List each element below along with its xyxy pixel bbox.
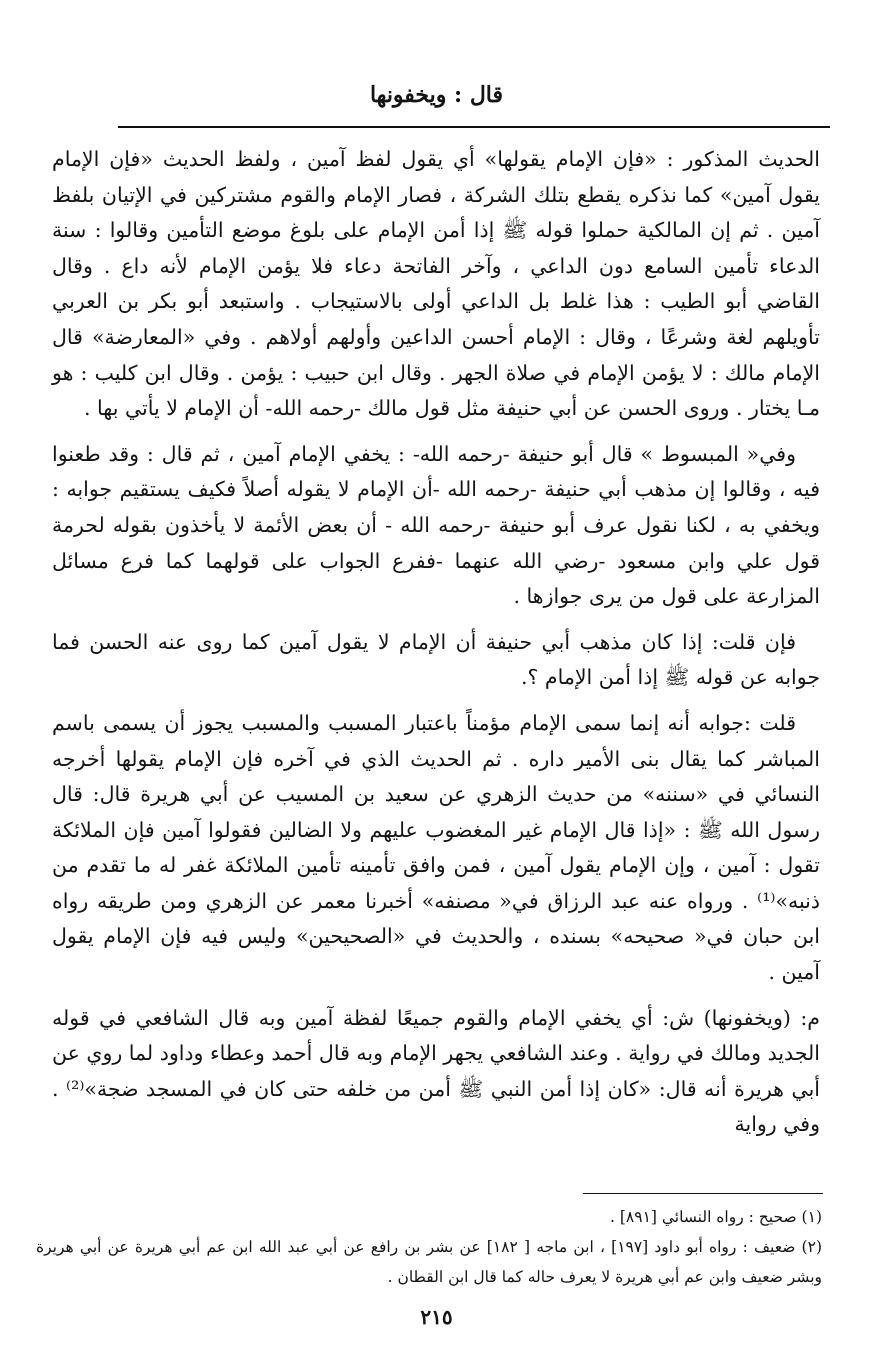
main-text — [52, 142, 820, 1143]
header-rule — [118, 126, 830, 128]
paragraph-1: الحديث المذكور : «فإن الإمام يقولها» أي يقول لفظ آمين ، ولفظ الحديث «فإن الإمام يقول آمين» كما نذكره يقطع بتلك الشركة ، فصار الإمام والقوم مشتركين في الإتيان بلفظ آمين . ثم إن المالكية حملوا قوله ﷺ إذا أمن الإمام على بلوغ موضع التأمين وقالوا : سنة الدعاء تأمين السامع دون الداعي ، وآخر الفاتحة دعاء فلا يؤمن الإمام لأنه داع . وقال القاضي أبو الطيب : هذا غلط بل الداعي أولى بالاستيجاب . واستبعد أبو بكر بن العربي تأويلهم لغة وشرعًا ، وقال : الإمام أحسن الداعين وأولهم أولاهم . وفي «المعارضة» قال الإمام مالك : لا يؤمن الإمام في صلاة الجهر . وقال ابن حبيب : يؤمن . وقال ابن كليب : هو مـا يختار . وروى الحسن عن أبي حنيفة مثل قول مالك -رحمه الله- أن الإمام لا يأتي بها . — [52, 147, 820, 421]
footnotes — [36, 1202, 822, 1292]
paragraph-2: وفي« المبسوط » قال أبو حنيفة -رحمه الله- : يخفي الإمام آمين ، ثم قال : وقد طعنوا فيه ، وقالوا إن مذهب أبي حنيفة -رحمه الله -أن الإمام لا يقوله أصلاً فكيف يستقيم جوابه : ويخفي به ، لكنا نقول عرف أبو حنيفة -رحمه الله - أن بعض الأئمة لا يأخذون بقوله لحرمة قول علي وابن مسعود -رضي الله عنهما -ففرع الجواب على قولهما كما فرع مسائل المزارعة على قول من يرى جوازها . — [52, 441, 820, 609]
footnote-1: (١) صحيح : رواه النسائي [٨٩١] . — [610, 1208, 822, 1226]
footnote-2: (٢) ضعيف : رواه أبو داود [١٩٧] ، ابن ماجه [ ١٨٢] عن بشر بن رافع عن أبي عبد الله ابن عم أبي هريرة عن أبي هريرة وبشر ضعيف وابن عم أبي هريرة لا يعرف حاله كما قال ابن القطان . — [36, 1238, 822, 1286]
page-header-title: قال : ويخفونها — [369, 82, 504, 108]
paragraph-3: فإن قلت: إذا كان مذهب أبي حنيفة أن الإمام لا يقول آمين كما روى عنه الحسن فما جوابه عن قوله ﷺ إذا أمن الإمام ؟. — [52, 629, 820, 690]
paragraph-4: قلت :جوابه أنه إنما سمى الإمام مؤمناً باعتبار المسبب والمسبب يجوز أن يسمى باسم المباشر كما يقال بنى الأمير داره . ثم الحديث الذي في آخره فإن الإمام يقولها أخرجه النسائي في «سننه» من حديث الزهري عن سعيد بن المسيب عن أبي هريرة قال: قال رسول الله ﷺ : «إذا قال الإمام غير المغضوب عليهم ولا الضالين فقولوا آمين فإن الملائكة تقول : آمين ، وإن الإمام يقول آمين ، فمن وافق تأمينه تأمين الملائكة غفر له ما تقدم من ذنبه»⁽¹⁾ . ورواه عنه عبد الرزاق في« مصنفه» أخبرنا معمر عن الزهري ومن طريقه رواه ابن حبان في« صحيحه» بسنده ، والحديث في «الصحيحين» وليس فيه فإن الإمام يقول آمين . — [52, 710, 820, 985]
page-number: ٢١٥ — [420, 1305, 453, 1329]
paragraph-5: م: (ويخفونها) ش: أي يخفي الإمام والقوم جميعًا لفظة آمين وبه قال الشافعي في قوله الجديد ومالك في رواية . وعند الشافعي يجهر الإمام وبه قال أحمد وعطاء وداود لما روي عن أبي هريرة أنه قال: «كان إذا أمن النبي ﷺ أمن من خلفه حتى كان في المسجد ضجة»⁽²⁾ . وفي رواية — [52, 1005, 820, 1137]
footnote-rule — [583, 1193, 823, 1194]
